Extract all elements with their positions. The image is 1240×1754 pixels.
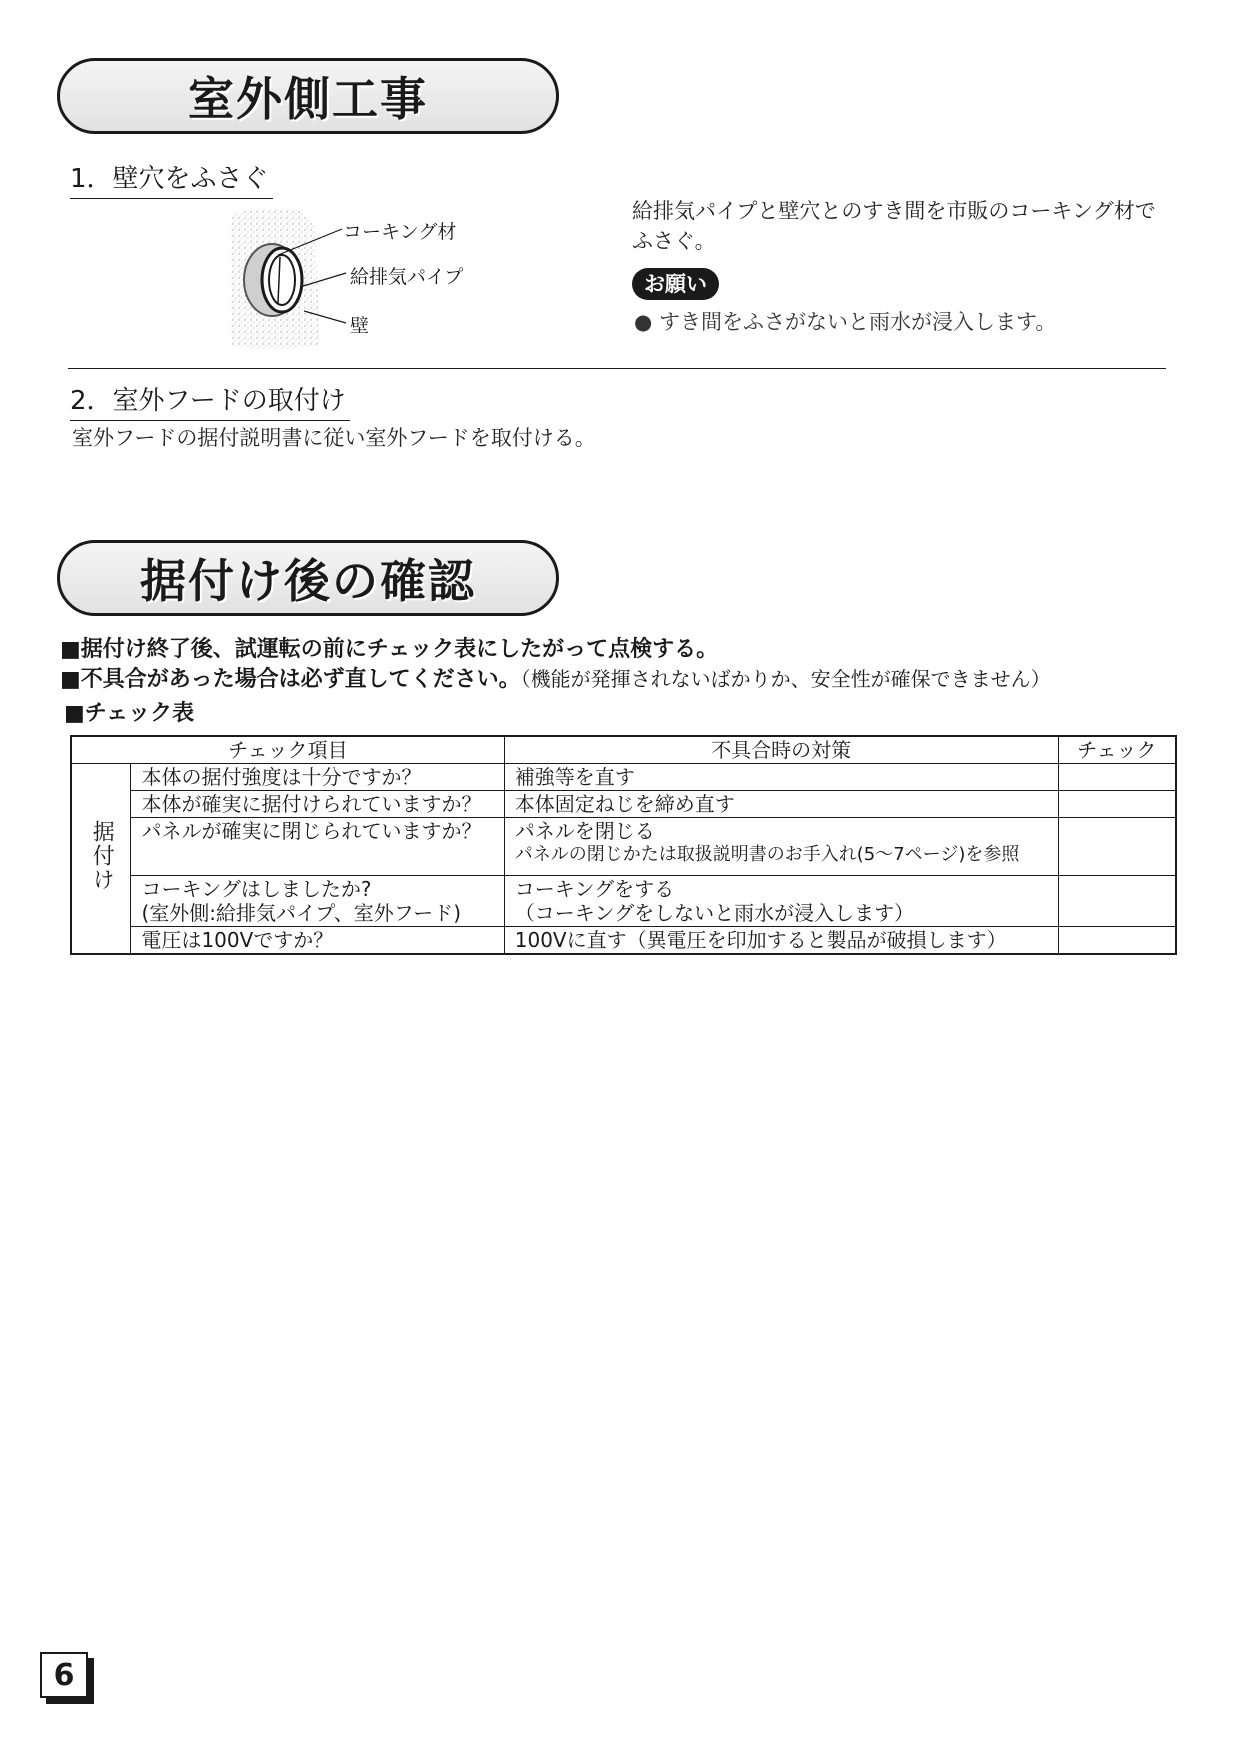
instruction-line-2-main: ■不具合があった場合は必ず直してください。: [60, 667, 521, 692]
table-row: [71, 791, 1176, 818]
check-item-cell: 本体が確実に据付けられていますか？: [131, 791, 504, 818]
checkbox-cell[interactable]: [1058, 927, 1176, 955]
instruction-line-2: [60, 662, 1051, 693]
check-item-note: (室外側:給排気パイプ、室外フード): [141, 901, 461, 925]
fix-cell: 補強等を直す: [504, 764, 1058, 791]
instruction-line-1: ■据付け終了後、試運転の前にチェック表にしたがって点検する。: [60, 637, 719, 662]
section-title: 室外側工事: [188, 72, 428, 126]
table-row: [71, 818, 1176, 876]
table-header-row: [71, 736, 1176, 764]
fix-note: （コーキングをしないと雨水が浸入します）: [514, 901, 915, 925]
header-check-item: チェック項目: [71, 736, 504, 764]
label-pipe: 給排気パイプ: [350, 266, 464, 288]
table-row: [71, 876, 1176, 927]
fix-note: パネルの閉じかたは取扱説明書のお手入れ(5〜7ページ)を参照: [514, 844, 1020, 865]
fix-cell: 100Vに直す（異電圧を印加すると製品が破損します）: [504, 927, 1058, 955]
fix-cell: [504, 818, 1058, 876]
check-item-cell: [131, 876, 504, 927]
request-badge: お願い: [632, 268, 719, 300]
header-fix: 不具合時の対策: [504, 736, 1058, 764]
checkbox-cell[interactable]: [1058, 818, 1176, 876]
check-table: [70, 735, 1177, 955]
table-row: [71, 764, 1176, 791]
section-heading-post-install-check: [57, 540, 559, 616]
check-item-cell: 電圧は100Vですか？: [131, 927, 504, 955]
checkbox-cell[interactable]: [1058, 764, 1176, 791]
table-row: [71, 927, 1176, 955]
step2-description: 室外フードの据付説明書に従い室外フードを取付ける。: [72, 426, 596, 450]
fix-line: パネルを閉じる: [514, 819, 655, 843]
check-item-cell: パネルが確実に閉じられていますか？: [131, 818, 504, 876]
page-number: 6: [40, 1652, 88, 1698]
category-cell: [71, 764, 131, 955]
request-text: ● すき間をふさがないと雨水が浸入します。: [634, 310, 1057, 334]
fix-line: コーキングをする: [514, 877, 675, 901]
section-title: 据付け後の確認: [140, 554, 476, 608]
header-check: チェック: [1058, 736, 1176, 764]
table-heading: ■チェック表: [64, 701, 195, 726]
fix-cell: 本体固定ねじを締め直す: [504, 791, 1058, 818]
fix-cell: [504, 876, 1058, 927]
step1-title: 1．壁穴をふさぐ: [70, 158, 273, 199]
check-item-line: コーキングはしましたか?: [141, 877, 372, 901]
section-heading-outdoor-work: [57, 58, 559, 134]
check-item-cell: 本体の据付強度は十分ですか？: [131, 764, 504, 791]
instruction-line-2-note: （機能が発揮されないばかりか、安全性が確保できません）: [520, 667, 1051, 691]
section-divider: [68, 368, 1166, 369]
checkbox-cell[interactable]: [1058, 876, 1176, 927]
step2-title: 2．室外フードの取付け: [70, 380, 350, 421]
step1-description: 給排気パイプと壁穴とのすき間を市販のコーキング材でふさぐ。: [632, 199, 1156, 253]
label-caulking: コーキング材: [343, 221, 457, 243]
category-label: 据付け: [89, 820, 115, 892]
label-wall: 壁: [350, 315, 370, 337]
checkbox-cell[interactable]: [1058, 791, 1176, 818]
